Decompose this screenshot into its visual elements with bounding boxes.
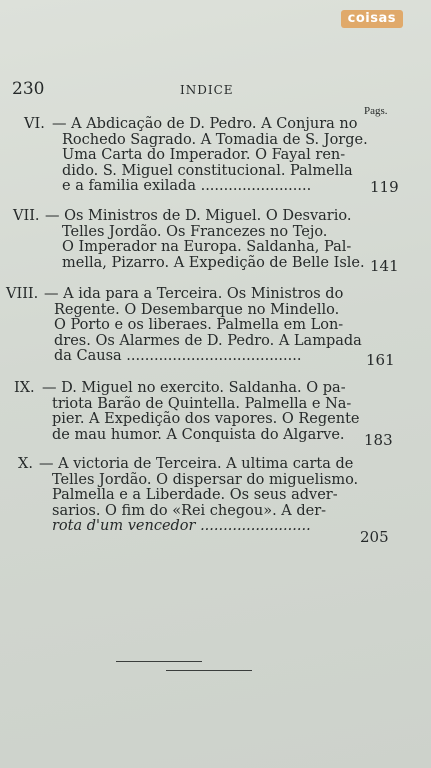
- index-entry: [13, 209, 365, 273]
- entry-line: — A victoria de Terceira. A ultima carta de: [39, 456, 354, 472]
- index-entry: [6, 287, 366, 367]
- index-entry: [18, 457, 368, 537]
- pags-column-label: Pags.: [364, 105, 388, 117]
- entry-number: IX.: [14, 380, 35, 396]
- entry-line: Rochedo Sagrado. A Tomadia de S. Jorge.: [62, 131, 368, 148]
- entry-number: VI.: [24, 116, 45, 132]
- index-entry: [24, 116, 368, 197]
- page-number: 230: [12, 79, 45, 99]
- entry-line: — A Abdicação de D. Pedro. A Conjura no: [52, 116, 358, 132]
- entry-line: sarios. O fim do «Rei chegou». A der-: [52, 502, 327, 519]
- entry-page-number: 119: [370, 178, 399, 196]
- entry-line: O Imperador na Europa. Saldanha, Pal-: [62, 239, 352, 256]
- entry-line: — D. Miguel no exercito. Saldanha. O pa-: [42, 380, 346, 396]
- entry-line: de mau humor. A Conquista do Algarve.: [52, 426, 345, 443]
- entry-number: VIII.: [6, 286, 39, 302]
- entry-page-number: 141: [370, 257, 399, 275]
- entry-line: dido. S. Miguel constitucional. Palmella: [62, 162, 353, 179]
- entry-line: Palmella e a Liberdade. Os seus adver-: [52, 487, 338, 504]
- entry-line: da Causa ......................................: [54, 348, 302, 365]
- entry-line: Regente. O Desembarque no Mindello.: [54, 301, 340, 318]
- entry-line: — A ida para a Terceira. Os Ministros do: [44, 286, 344, 302]
- closing-rule: [116, 661, 202, 662]
- entry-line: Telles Jordão. Os Francezes no Tejo.: [62, 223, 328, 240]
- index-entry: [14, 381, 366, 445]
- entry-line: Uma Carta do Imperador. O Fayal ren-: [62, 147, 346, 164]
- page-heading: INDICE: [180, 83, 234, 97]
- entry-line: pier. A Expedição dos vapores. O Regente: [52, 411, 360, 428]
- entry-line: Telles Jordão. O dispersar do miguelismo.: [52, 471, 359, 488]
- entry-line: e a familia exilada ........................: [62, 178, 312, 195]
- entry-page-number: 205: [360, 528, 389, 546]
- closing-rule: [166, 670, 252, 671]
- entry-page-number: 183: [364, 431, 393, 449]
- entry-line: rota d'um vencedor ........................: [52, 518, 311, 535]
- entry-page-number: 161: [366, 351, 395, 369]
- watermark-logo: coisas: [341, 10, 403, 28]
- entry-line: dres. Os Alarmes de D. Pedro. A Lampada: [54, 332, 362, 349]
- entry-line: triota Barão de Quintella. Palmella e Na-: [52, 395, 352, 412]
- entry-line: mella, Pizarro. A Expedição de Belle Isle.: [62, 254, 365, 271]
- entry-number: X.: [18, 456, 33, 472]
- entry-number: VII.: [13, 208, 40, 224]
- entry-line: O Porto e os liberaes. Palmella em Lon-: [54, 317, 344, 334]
- entry-line: — Os Ministros de D. Miguel. O Desvario.: [45, 208, 352, 224]
